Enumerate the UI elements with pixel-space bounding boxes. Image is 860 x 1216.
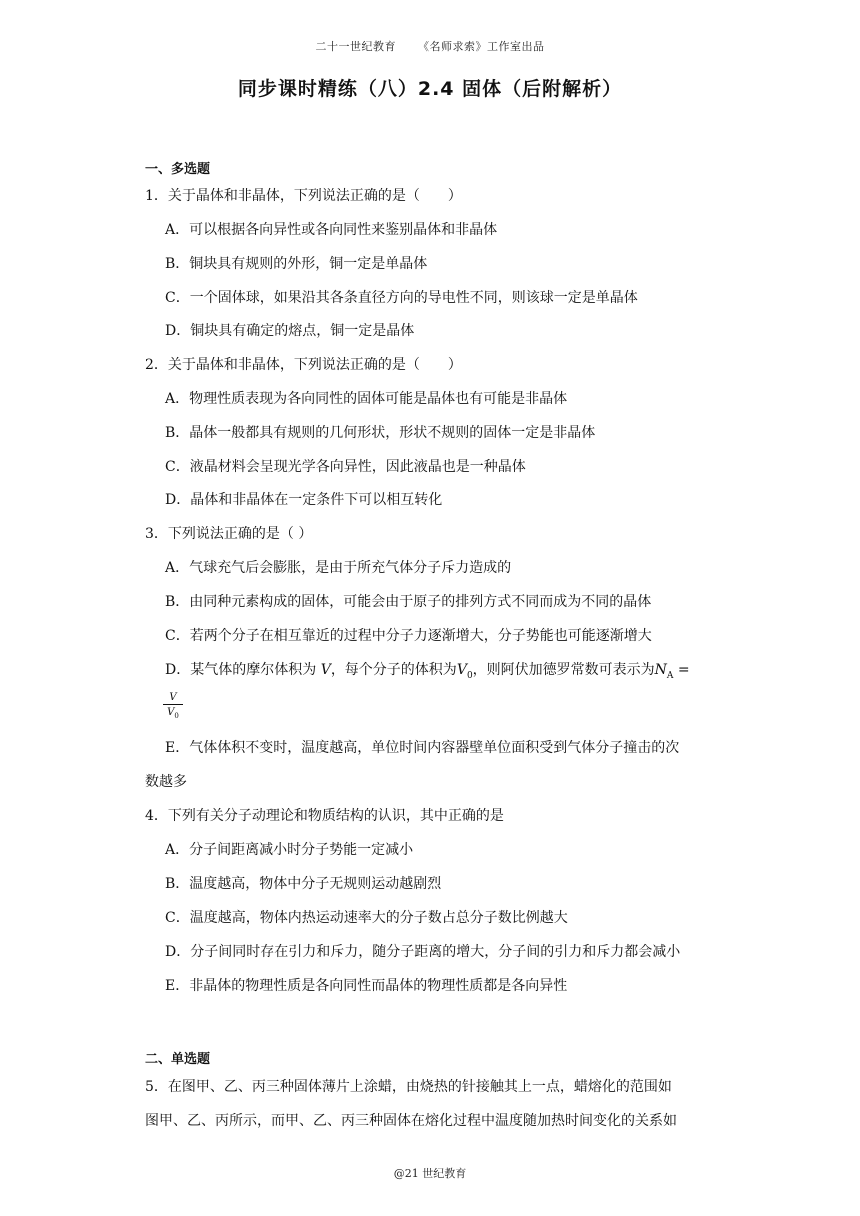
symbol-v: V <box>320 662 331 678</box>
page-header <box>0 38 860 54</box>
question-3-option-c: C．若两个分子在相互靠近的过程中分子力逐渐增大，分子势能也可能逐渐增大 <box>165 628 652 644</box>
question-5-line-2: 图甲、乙、丙所示，而甲、乙、丙三种固体在熔化过程中温度随加热时间变化的关系如 <box>145 1113 677 1129</box>
question-3-option-e: E．气体体积不变时，温度越高，单位时间内容器壁单位面积受到气体分子撞击的次 <box>165 740 680 756</box>
question-3-option-b: B．由同种元素构成的固体，可能会由于原子的排列方式不同而成为不同的晶体 <box>165 594 652 610</box>
question-5-line-1: 5．在图甲、乙、丙三种固体薄片上涂蜡，由烧热的针接触其上一点，蜡熔化的范围如 <box>145 1079 672 1095</box>
question-1-option-b: B．铜块具有规则的外形，铜一定是单晶体 <box>165 256 428 272</box>
fraction-v-over-v0 <box>163 692 183 720</box>
symbol-na: N <box>654 662 667 678</box>
question-3-stem: 3．下列说法正确的是（ ） <box>145 526 313 542</box>
question-2-option-c: C．液晶材料会呈现光学各向异性，因此液晶也是一种晶体 <box>165 459 526 475</box>
question-4-option-e: E．非晶体的物理性质是各向同性而晶体的物理性质都是各向异性 <box>165 978 568 994</box>
section-heading-single: 二、单选题 <box>145 1052 211 1067</box>
fraction-numerator: V <box>169 692 177 703</box>
question-4-option-a: A．分子间距离减小时分子势能一定减小 <box>165 842 414 858</box>
section-heading-multi: 一、多选题 <box>145 162 211 177</box>
question-1-option-c: C．一个固体球，如果沿其各条直径方向的导电性不同，则该球一定是单晶体 <box>165 290 638 306</box>
header-right: 《名师求索》工作室出品 <box>418 40 545 53</box>
question-4-option-c: C．温度越高，物体内热运动速率大的分子数占总分子数比例越大 <box>165 910 568 926</box>
question-3-option-e-cont: 数越多 <box>145 774 187 790</box>
question-4-stem: 4．下列有关分子动理论和物质结构的认识，其中正确的是 <box>145 808 504 824</box>
question-1-stem: 1．关于晶体和非晶体，下列说法正确的是（ ） <box>145 188 462 204</box>
symbol-v0: V <box>456 662 467 678</box>
question-4-option-b: B．温度越高，物体中分子无规则运动越剧烈 <box>165 876 442 892</box>
question-2-option-b: B．晶体一般都具有规则的几何形状，形状不规则的固体一定是非晶体 <box>165 425 596 441</box>
question-2-stem: 2．关于晶体和非晶体，下列说法正确的是（ ） <box>145 357 462 373</box>
question-1-option-d: D．铜块具有确定的熔点，铜一定是晶体 <box>165 323 415 339</box>
question-4-option-d: D．分子间同时存在引力和斥力，随分子距离的增大，分子间的引力和斥力都会减小 <box>165 944 681 960</box>
fraction-bar <box>163 704 183 705</box>
fraction-denominator: $V_0$ <box>167 707 179 720</box>
question-2-option-a: A．物理性质表现为各向同性的固体可能是晶体也有可能是非晶体 <box>165 391 568 407</box>
question-2-option-d: D．晶体和非晶体在一定条件下可以相互转化 <box>165 492 443 508</box>
page-title: 同步课时精练（八）2.4 固体（后附解析） <box>237 78 623 100</box>
question-3-option-d: D．某气体的摩尔体积为 V，每个分子的体积为$V_0$，则阿伏加德罗常数可表示为$N_A$ = <box>165 662 690 681</box>
page-footer: @21 世纪教育 <box>393 1167 467 1180</box>
question-1-option-a: A．可以根据各向异性或各向同性来鉴别晶体和非晶体 <box>165 222 498 238</box>
question-3-option-a: A．气球充气后会膨胀，是由于所充气体分子斥力造成的 <box>165 560 512 576</box>
header-left: 二十一世纪教育 <box>315 40 396 53</box>
